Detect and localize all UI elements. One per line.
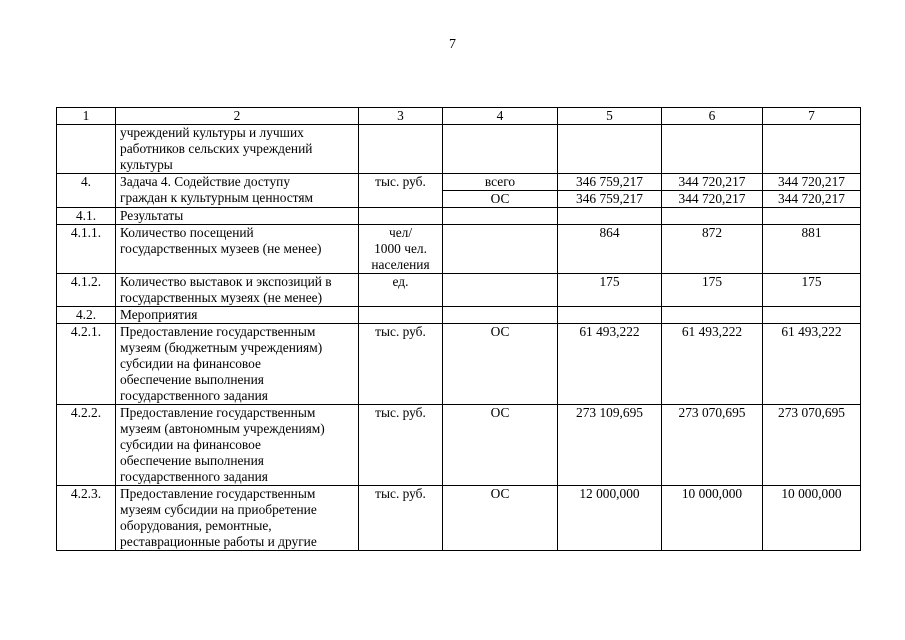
row-name-line: музеям (автономным учреждениям) bbox=[120, 421, 325, 436]
row-unit bbox=[359, 486, 443, 551]
row-value-year1: 346 759,217 bbox=[558, 174, 662, 191]
row-unit bbox=[359, 225, 443, 274]
table-header-row bbox=[57, 108, 861, 125]
row-value-year1: 346 759,217 bbox=[558, 191, 662, 208]
row-value-year2: 61 493,222 bbox=[662, 324, 763, 405]
row-unit bbox=[359, 174, 443, 208]
row-source: ОС bbox=[443, 191, 558, 208]
row-source: ОС bbox=[443, 405, 558, 486]
row-value-year3: 175 bbox=[763, 274, 861, 307]
row-unit bbox=[359, 274, 443, 307]
row-value-year3: 273 070,695 bbox=[763, 405, 861, 486]
row-value-year2 bbox=[662, 208, 763, 225]
header-cell: 6 bbox=[662, 108, 763, 125]
row-number: 4.2.3. bbox=[57, 486, 116, 551]
budget-table bbox=[56, 107, 861, 551]
row-number: 4.2. bbox=[57, 307, 116, 324]
row-value-year3 bbox=[763, 125, 861, 174]
row-unit bbox=[359, 125, 443, 174]
header-cell: 3 bbox=[359, 108, 443, 125]
row-name-line: субсидии на финансовое bbox=[120, 437, 261, 452]
row-value-year3: 344 720,217 bbox=[763, 174, 861, 191]
row-number: 4.2.1. bbox=[57, 324, 116, 405]
table-row bbox=[57, 225, 861, 274]
row-value-year1: 273 109,695 bbox=[558, 405, 662, 486]
table-row bbox=[57, 324, 861, 405]
row-unit-line: ед. bbox=[392, 274, 409, 289]
row-value-year3: 344 720,217 bbox=[763, 191, 861, 208]
row-value-year1: 864 bbox=[558, 225, 662, 274]
row-source bbox=[443, 274, 558, 307]
header-cell: 7 bbox=[763, 108, 861, 125]
row-value-year2: 344 720,217 bbox=[662, 174, 763, 191]
row-value-year3: 10 000,000 bbox=[763, 486, 861, 551]
row-value-year3 bbox=[763, 208, 861, 225]
row-name-line: граждан к культурным ценностям bbox=[120, 190, 313, 205]
row-name-line: Предоставление государственным bbox=[120, 405, 316, 420]
row-name-line: Количество посещений bbox=[120, 225, 254, 240]
table-row bbox=[57, 486, 861, 551]
page-number: 7 bbox=[449, 37, 456, 52]
row-value-year1: 175 bbox=[558, 274, 662, 307]
header-cell: 5 bbox=[558, 108, 662, 125]
row-name bbox=[116, 486, 359, 551]
row-source: ОС bbox=[443, 486, 558, 551]
row-name-line: государственных музеев (не менее) bbox=[120, 241, 322, 256]
row-name-line: Предоставление государственным bbox=[120, 486, 316, 501]
row-unit bbox=[359, 324, 443, 405]
row-name bbox=[116, 208, 359, 225]
row-name-line: обеспечение выполнения bbox=[120, 372, 264, 387]
row-name bbox=[116, 324, 359, 405]
row-source: всего bbox=[443, 174, 558, 191]
row-name-line: работников сельских учреждений bbox=[120, 141, 313, 156]
row-value-year3: 61 493,222 bbox=[763, 324, 861, 405]
row-name-line: культуры bbox=[120, 157, 173, 172]
table-row bbox=[57, 208, 861, 225]
row-name-line: государственного задания bbox=[120, 469, 268, 484]
table-row bbox=[57, 174, 861, 191]
row-value-year3 bbox=[763, 307, 861, 324]
row-name-line: государственных музеях (не менее) bbox=[120, 290, 323, 305]
row-name-line: Задача 4. Содействие доступу bbox=[120, 174, 291, 189]
row-number: 4.1.2. bbox=[57, 274, 116, 307]
row-source bbox=[443, 225, 558, 274]
table-row bbox=[57, 274, 861, 307]
row-value-year1 bbox=[558, 208, 662, 225]
row-unit-line: тыс. руб. bbox=[375, 486, 426, 501]
row-name-line: музеям (бюджетным учреждениям) bbox=[120, 340, 323, 355]
row-unit bbox=[359, 307, 443, 324]
row-unit-line: чел/ bbox=[388, 225, 413, 240]
row-name bbox=[116, 405, 359, 486]
header-cell: 2 bbox=[116, 108, 359, 125]
row-value-year1: 61 493,222 bbox=[558, 324, 662, 405]
row-value-year2: 175 bbox=[662, 274, 763, 307]
row-name-line: субсидии на финансовое bbox=[120, 356, 261, 371]
row-value-year2: 872 bbox=[662, 225, 763, 274]
row-number: 4.2.2. bbox=[57, 405, 116, 486]
row-name-line: реставрационные работы и другие bbox=[120, 534, 317, 549]
row-unit-line: населения bbox=[371, 257, 430, 272]
row-value-year1 bbox=[558, 125, 662, 174]
row-value-year1 bbox=[558, 307, 662, 324]
table-row bbox=[57, 405, 861, 486]
table-row bbox=[57, 307, 861, 324]
row-number: 4.1. bbox=[57, 208, 116, 225]
row-name bbox=[116, 125, 359, 174]
row-value-year2 bbox=[662, 125, 763, 174]
row-unit-line: 1000 чел. bbox=[374, 241, 427, 256]
header-cell: 1 bbox=[57, 108, 116, 125]
row-source bbox=[443, 208, 558, 225]
row-name-line: музеям субсидии на приобретение bbox=[120, 502, 317, 517]
row-name-line: Результаты bbox=[120, 208, 184, 223]
row-number: 4.1.1. bbox=[57, 225, 116, 274]
row-unit bbox=[359, 208, 443, 225]
row-unit-line: тыс. руб. bbox=[375, 405, 426, 420]
row-name-line: обеспечение выполнения bbox=[120, 453, 264, 468]
row-value-year1: 12 000,000 bbox=[558, 486, 662, 551]
row-name-line: Предоставление государственным bbox=[120, 324, 316, 339]
row-value-year2 bbox=[662, 307, 763, 324]
table-row bbox=[57, 125, 861, 174]
row-name-line: государственного задания bbox=[120, 388, 268, 403]
row-source bbox=[443, 125, 558, 174]
row-name-line: оборудования, ремонтные, bbox=[120, 518, 272, 533]
row-unit-line: тыс. руб. bbox=[375, 174, 426, 189]
row-name-line: учреждений культуры и лучших bbox=[120, 125, 304, 140]
row-unit-line: тыс. руб. bbox=[375, 324, 426, 339]
row-number: 4. bbox=[57, 174, 116, 208]
row-number bbox=[57, 125, 116, 174]
row-name bbox=[116, 225, 359, 274]
row-source bbox=[443, 307, 558, 324]
row-unit bbox=[359, 405, 443, 486]
row-value-year2: 273 070,695 bbox=[662, 405, 763, 486]
row-value-year2: 344 720,217 bbox=[662, 191, 763, 208]
row-name bbox=[116, 274, 359, 307]
row-name-line: Мероприятия bbox=[120, 307, 198, 322]
row-name bbox=[116, 307, 359, 324]
row-name-line: Количество выставок и экспозиций в bbox=[120, 274, 332, 289]
row-value-year2: 10 000,000 bbox=[662, 486, 763, 551]
row-name bbox=[116, 174, 359, 208]
row-source: ОС bbox=[443, 324, 558, 405]
header-cell: 4 bbox=[443, 108, 558, 125]
row-value-year3: 881 bbox=[763, 225, 861, 274]
